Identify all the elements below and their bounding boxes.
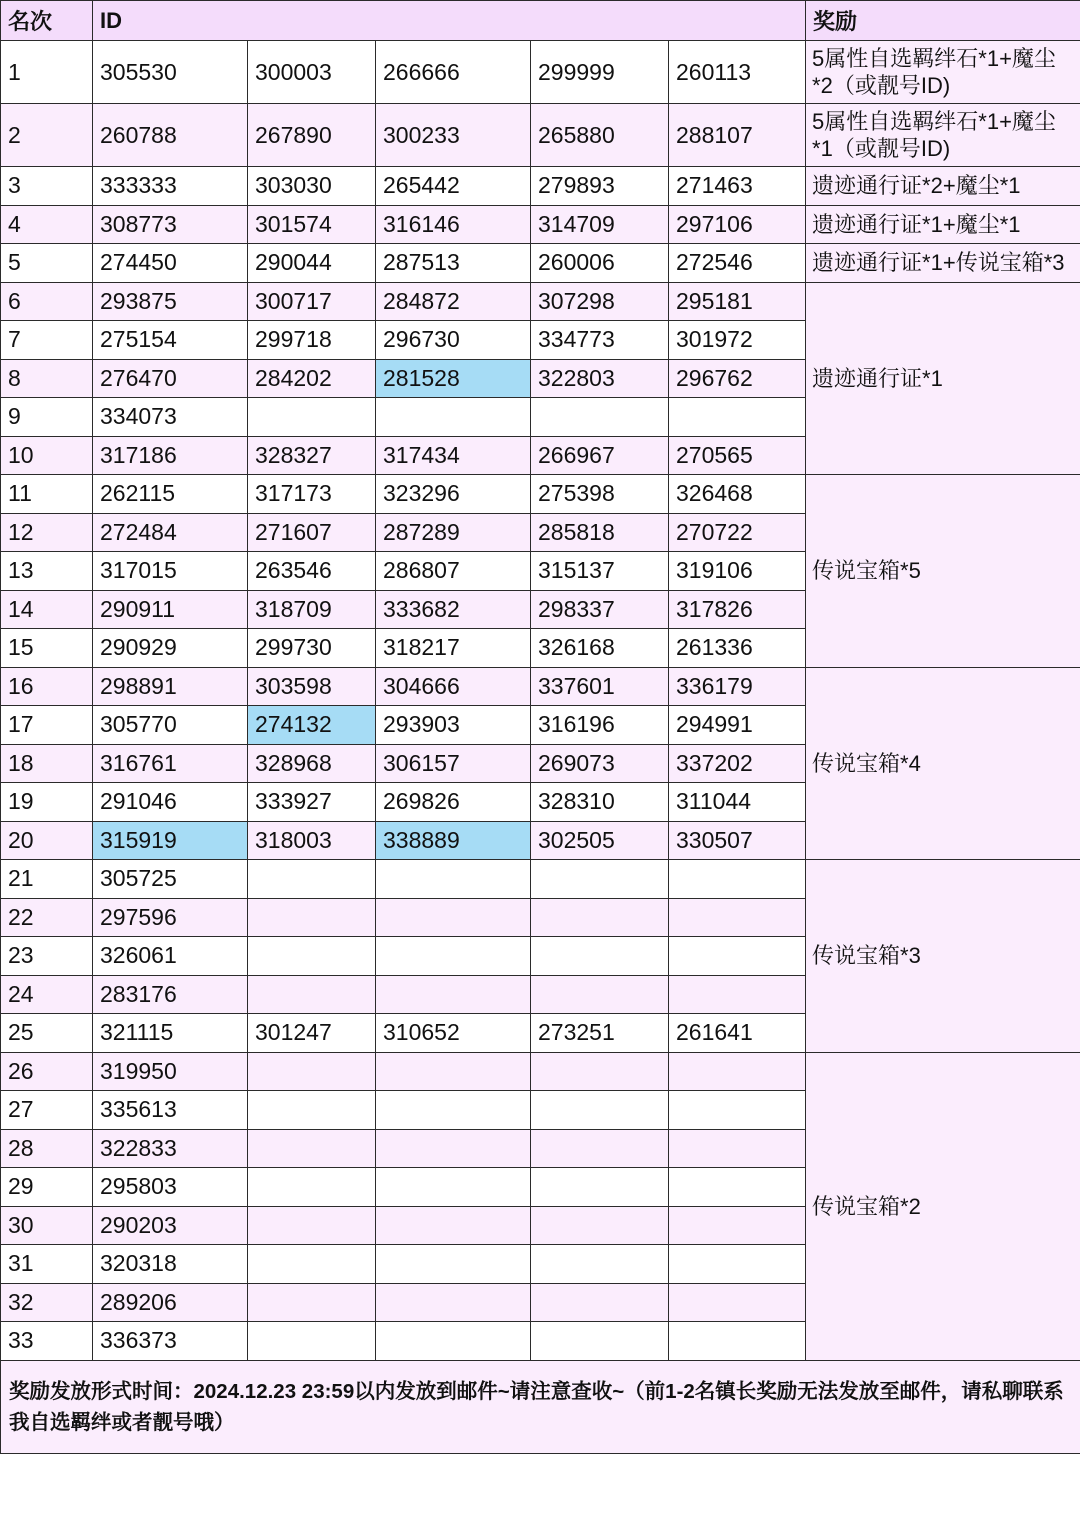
id-cell: 287513 [376,244,531,283]
id-cell [531,1245,669,1284]
id-cell: 321115 [93,1014,248,1053]
id-cell: 336179 [669,667,806,706]
rank-cell: 27 [1,1091,93,1130]
id-cell: 322803 [531,359,669,398]
table-row [1,667,1080,706]
header-id: ID [93,1,806,41]
id-cell: 334773 [531,321,669,360]
rank-cell: 24 [1,975,93,1014]
rank-cell: 33 [1,1322,93,1361]
id-cell [531,1322,669,1361]
id-cell: 270722 [669,513,806,552]
id-cell: 279893 [531,167,669,206]
id-cell: 273251 [531,1014,669,1053]
table-row [1,282,1080,321]
id-cell: 286807 [376,552,531,591]
id-cell: 318003 [248,821,376,860]
id-cell [531,1206,669,1245]
rank-cell: 2 [1,104,93,167]
id-cell: 260006 [531,244,669,283]
id-cell: 269826 [376,783,531,822]
id-cell: 322833 [93,1129,248,1168]
id-cell [669,860,806,899]
id-cell: 306157 [376,744,531,783]
id-cell: 320318 [93,1245,248,1284]
id-cell [669,398,806,437]
id-cell [669,1052,806,1091]
id-cell: 262115 [93,475,248,514]
id-cell [248,1129,376,1168]
id-cell: 299999 [531,41,669,104]
table-row [1,475,1080,514]
id-cell: 263546 [248,552,376,591]
rank-cell: 26 [1,1052,93,1091]
id-cell [248,398,376,437]
id-cell: 284202 [248,359,376,398]
id-cell [669,898,806,937]
id-cell: 291046 [93,783,248,822]
rank-cell: 3 [1,167,93,206]
id-cell: 266666 [376,41,531,104]
id-cell [531,1283,669,1322]
rank-cell: 12 [1,513,93,552]
id-cell [376,1052,531,1091]
id-cell: 272484 [93,513,248,552]
id-cell [376,1322,531,1361]
id-cell [248,1052,376,1091]
rank-cell: 4 [1,205,93,244]
id-cell: 304666 [376,667,531,706]
id-cell: 326468 [669,475,806,514]
id-cell: 316196 [531,706,669,745]
id-cell: 299718 [248,321,376,360]
rank-cell: 19 [1,783,93,822]
id-cell: 300003 [248,41,376,104]
rank-cell: 10 [1,436,93,475]
id-cell: 335613 [93,1091,248,1130]
id-cell [531,398,669,437]
id-cell: 300233 [376,104,531,167]
rank-cell: 6 [1,282,93,321]
id-cell: 305725 [93,860,248,899]
id-cell: 333927 [248,783,376,822]
table-row [1,244,1080,283]
id-cell: 337202 [669,744,806,783]
header-row [1,1,1080,41]
id-cell: 265442 [376,167,531,206]
id-cell [248,1245,376,1284]
footer-note: 奖励发放形式时间：2024.12.23 23:59以内发放到邮件~请注意查收~（前1-2名镇长奖励无法发放至邮件，请私聊联系我自选羁绊或者靓号哦） [1,1360,1080,1453]
id-cell: 295803 [93,1168,248,1207]
id-cell: 261641 [669,1014,806,1053]
id-cell: 284872 [376,282,531,321]
id-cell: 296762 [669,359,806,398]
id-cell [531,1129,669,1168]
header-reward: 奖励 [806,1,1080,41]
id-cell: 303598 [248,667,376,706]
rank-cell: 32 [1,1283,93,1322]
table-row [1,1052,1080,1091]
id-cell: 260113 [669,41,806,104]
id-cell: 337601 [531,667,669,706]
id-cell: 269073 [531,744,669,783]
id-cell: 293903 [376,706,531,745]
id-cell [248,1206,376,1245]
header-rank: 名次 [1,1,93,41]
id-cell: 336373 [93,1322,248,1361]
reward-cell: 遗迹通行证*2+魔尘*1 [806,167,1080,206]
id-cell: 295181 [669,282,806,321]
id-cell: 318217 [376,629,531,668]
table-row [1,860,1080,899]
id-cell [248,1322,376,1361]
id-cell [376,1091,531,1130]
id-cell: 283176 [93,975,248,1014]
id-cell: 301972 [669,321,806,360]
id-cell [531,975,669,1014]
reward-cell: 遗迹通行证*1+魔尘*1 [806,205,1080,244]
reward-cell: 传说宝箱*4 [806,667,1080,860]
id-cell: 275398 [531,475,669,514]
id-cell: 298891 [93,667,248,706]
id-cell: 323296 [376,475,531,514]
reward-cell: 5属性自选羁绊石*1+魔尘*2（或靓号ID) [806,41,1080,104]
id-cell: 290203 [93,1206,248,1245]
id-cell [669,1206,806,1245]
id-cell: 334073 [93,398,248,437]
reward-cell: 传说宝箱*3 [806,860,1080,1053]
rank-cell: 17 [1,706,93,745]
id-cell: 276470 [93,359,248,398]
id-cell [376,937,531,976]
id-cell: 299730 [248,629,376,668]
id-cell [669,1322,806,1361]
id-cell [669,1091,806,1130]
id-cell: 271463 [669,167,806,206]
id-cell: 288107 [669,104,806,167]
id-cell: 315919 [93,821,248,860]
id-cell: 290911 [93,590,248,629]
id-cell: 274450 [93,244,248,283]
id-cell: 260788 [93,104,248,167]
rank-cell: 14 [1,590,93,629]
rank-cell: 13 [1,552,93,591]
id-cell [531,898,669,937]
rank-cell: 9 [1,398,93,437]
id-cell: 266967 [531,436,669,475]
id-cell: 311044 [669,783,806,822]
id-cell: 317186 [93,436,248,475]
id-cell: 302505 [531,821,669,860]
id-cell [376,898,531,937]
id-cell: 328310 [531,783,669,822]
id-cell: 305530 [93,41,248,104]
id-cell [531,1052,669,1091]
id-cell: 297106 [669,205,806,244]
id-cell: 317826 [669,590,806,629]
id-cell [248,1091,376,1130]
id-cell: 305770 [93,706,248,745]
id-cell [376,975,531,1014]
rank-cell: 8 [1,359,93,398]
id-cell: 289206 [93,1283,248,1322]
id-cell: 272546 [669,244,806,283]
rank-cell: 31 [1,1245,93,1284]
id-cell: 301247 [248,1014,376,1053]
id-cell [531,860,669,899]
rank-cell: 11 [1,475,93,514]
id-cell: 307298 [531,282,669,321]
id-cell: 293875 [93,282,248,321]
id-cell: 285818 [531,513,669,552]
id-cell: 333682 [376,590,531,629]
id-cell: 316146 [376,205,531,244]
id-cell: 317173 [248,475,376,514]
rank-cell: 21 [1,860,93,899]
reward-cell: 遗迹通行证*1 [806,282,1080,475]
rank-cell: 20 [1,821,93,860]
id-cell: 316761 [93,744,248,783]
id-cell: 274132 [248,706,376,745]
id-cell: 317015 [93,552,248,591]
id-cell: 319106 [669,552,806,591]
id-cell [376,398,531,437]
id-cell [669,937,806,976]
id-cell: 270565 [669,436,806,475]
id-cell: 297596 [93,898,248,937]
footer-row [1,1360,1080,1453]
id-cell: 267890 [248,104,376,167]
id-cell: 296730 [376,321,531,360]
id-cell: 290929 [93,629,248,668]
rank-cell: 22 [1,898,93,937]
id-cell: 265880 [531,104,669,167]
reward-cell: 遗迹通行证*1+传说宝箱*3 [806,244,1080,283]
id-cell: 338889 [376,821,531,860]
id-cell: 317434 [376,436,531,475]
id-cell [669,1245,806,1284]
table-row [1,167,1080,206]
id-cell: 294991 [669,706,806,745]
id-cell: 328327 [248,436,376,475]
id-cell [376,1129,531,1168]
id-cell: 300717 [248,282,376,321]
reward-cell: 5属性自选羁绊石*1+魔尘*1（或靓号ID) [806,104,1080,167]
id-cell [248,1168,376,1207]
table-row [1,205,1080,244]
id-cell: 290044 [248,244,376,283]
id-cell [669,1168,806,1207]
id-cell: 333333 [93,167,248,206]
id-cell: 315137 [531,552,669,591]
id-cell: 298337 [531,590,669,629]
rank-cell: 1 [1,41,93,104]
id-cell: 287289 [376,513,531,552]
id-cell [376,1206,531,1245]
reward-cell: 传说宝箱*2 [806,1052,1080,1360]
id-cell [248,975,376,1014]
rank-cell: 30 [1,1206,93,1245]
id-cell [376,1283,531,1322]
rank-cell: 28 [1,1129,93,1168]
id-cell: 261336 [669,629,806,668]
id-cell [531,937,669,976]
id-cell [376,1168,531,1207]
rank-cell: 18 [1,744,93,783]
id-cell [248,937,376,976]
id-cell: 281528 [376,359,531,398]
id-cell: 271607 [248,513,376,552]
id-cell: 319950 [93,1052,248,1091]
id-cell [248,898,376,937]
id-cell: 326168 [531,629,669,668]
reward-cell: 传说宝箱*5 [806,475,1080,668]
id-cell [531,1091,669,1130]
id-cell: 330507 [669,821,806,860]
id-cell: 308773 [93,205,248,244]
id-cell: 310652 [376,1014,531,1053]
id-cell [248,1283,376,1322]
id-cell: 301574 [248,205,376,244]
rank-cell: 16 [1,667,93,706]
table-row [1,104,1080,167]
id-cell: 303030 [248,167,376,206]
rank-cell: 29 [1,1168,93,1207]
id-cell [376,1245,531,1284]
table-row [1,41,1080,104]
id-cell [248,860,376,899]
id-cell [669,1283,806,1322]
id-cell [531,1168,669,1207]
id-cell [669,1129,806,1168]
rank-cell: 25 [1,1014,93,1053]
id-cell: 328968 [248,744,376,783]
id-cell: 326061 [93,937,248,976]
id-cell: 318709 [248,590,376,629]
id-cell: 314709 [531,205,669,244]
rank-cell: 15 [1,629,93,668]
id-cell [669,975,806,1014]
rank-cell: 5 [1,244,93,283]
id-cell [376,860,531,899]
id-cell: 275154 [93,321,248,360]
rank-cell: 7 [1,321,93,360]
rank-cell: 23 [1,937,93,976]
